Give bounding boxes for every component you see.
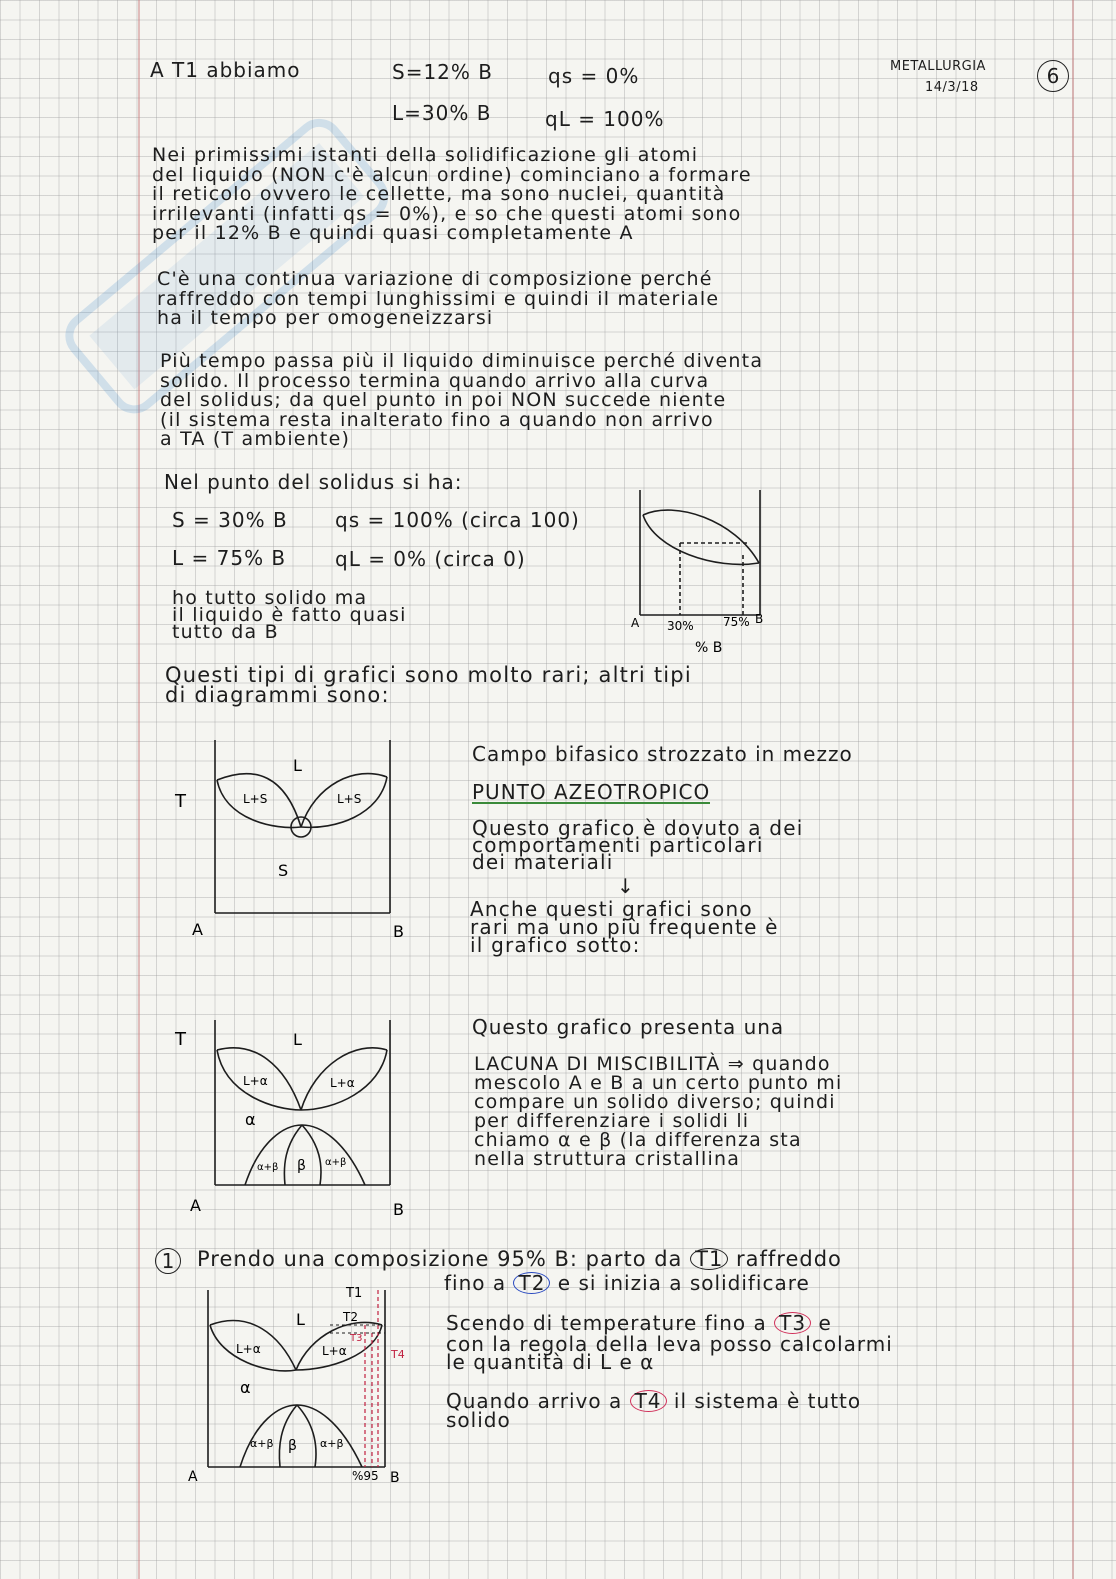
paragraph-line: C'è una continua variazione di composizione perché <box>157 268 713 290</box>
solidus-s-value: S = 30% B <box>172 508 288 532</box>
example-text: e <box>818 1311 832 1335</box>
d1-label-l: L <box>293 756 302 775</box>
d3-label-la-left: L+α <box>236 1342 261 1356</box>
desc1-body2 <box>470 897 779 957</box>
t3-marker: T3 <box>774 1312 811 1334</box>
date-label: 14/3/18 <box>925 80 979 95</box>
intro-text: A T1 abbiamo <box>150 58 301 82</box>
note-line: il liquido è fatto quasi <box>172 604 407 626</box>
example-text: fino a <box>444 1271 507 1295</box>
d2-label-ab-left: α+β <box>257 1162 279 1173</box>
example-line3 <box>446 1312 832 1334</box>
paragraph-composition <box>157 270 719 329</box>
example-text: Scendo di temperature fino a <box>446 1311 767 1335</box>
d3-label-ab-right: α+β <box>320 1437 344 1450</box>
d2-label-l: L <box>293 1030 302 1049</box>
t1-marker: T1 <box>690 1248 728 1270</box>
d1-label-b: B <box>393 922 404 941</box>
paragraph-line: compare un solido diverso; quindi <box>474 1091 836 1113</box>
d1-label-a: A <box>192 920 203 939</box>
d2-label-la-left: L+α <box>243 1074 268 1088</box>
paragraph-line: Nei primissimi istanti della solidificazione gli atomi <box>152 144 699 166</box>
d3-label-la-right: L+α <box>322 1344 347 1358</box>
solidus-ql-value: qL = 0% (circa 0) <box>335 547 526 571</box>
paragraph-line: del liquido (NON c'è alcun ordine) cominciano a formare <box>152 163 752 186</box>
paragraph-line: (il sistema resta inalterato fino a quando non arrivo <box>160 408 714 431</box>
d3-label-ab-left: α+β <box>250 1437 274 1450</box>
desc2-line1: Questo grafico presenta una <box>472 1015 785 1039</box>
paragraph-nucleation <box>152 146 752 244</box>
d2-label-t: T <box>175 1029 186 1050</box>
intro-l-value: L=30% B <box>392 101 492 125</box>
example-line7: solido <box>446 1408 511 1432</box>
d2-label-b: B <box>393 1200 404 1219</box>
example-text: Prendo una composizione 95% B: parto da <box>197 1247 683 1271</box>
example-text: e si inizia a solidificare <box>557 1271 810 1295</box>
intro-ql-value: qL = 100% <box>545 107 665 131</box>
mini-label-b: B <box>755 612 764 626</box>
desc1-line1: Campo bifasico strozzato in mezzo <box>472 742 853 766</box>
t2-marker: T2 <box>513 1272 550 1294</box>
paragraph-line: Più tempo passa più il liquido diminuisce perché diventa <box>160 350 764 372</box>
d3-t3-label: T3 <box>350 1333 363 1344</box>
mini-label-30: 30% <box>667 619 694 633</box>
paragraph-line: del solidus; da quel punto in poi NON succede niente <box>160 389 727 411</box>
paragraph-line: a TA (T ambiente) <box>160 428 351 450</box>
paragraph-solidus <box>160 352 763 450</box>
azeotrope-diagram <box>165 735 425 950</box>
desc1-body <box>472 816 804 874</box>
mini-xlabel: % B <box>695 640 723 656</box>
paragraph-line: per il 12% B e quindi quasi completamente A <box>152 222 634 244</box>
note-line: ho tutto solido ma <box>172 587 368 609</box>
solidus-note <box>172 587 407 643</box>
azeotrope-title: PUNTO AZEOTROPICO <box>472 780 711 804</box>
solidus-l-value: L = 75% B <box>172 546 287 570</box>
page-number: 6 <box>1037 60 1069 92</box>
paragraph-line: di diagrammi sono: <box>165 682 390 707</box>
intro-s-value: S=12% B <box>392 60 493 84</box>
example-text: Quando arrivo a <box>446 1389 623 1413</box>
desc2-body <box>474 1055 842 1169</box>
d3-label-beta: β <box>288 1438 297 1454</box>
paragraph-line: nella struttura cristallina <box>474 1148 741 1170</box>
example-line1 <box>197 1248 842 1270</box>
paragraph-line: LACUNA DI MISCIBILITÀ ⇒ quando <box>474 1053 831 1075</box>
d3-label-a: A <box>188 1469 198 1485</box>
mini-label-a: A <box>631 616 640 630</box>
d2-label-ab-right: α+β <box>325 1157 347 1168</box>
paragraph-line: il reticolo ovvero le cellette, ma sono nuclei, quantità <box>152 183 726 205</box>
paragraph-line: comportamenti particolari <box>472 833 764 857</box>
d2-label-alpha: α <box>245 1110 256 1129</box>
intro-qs-value: qs = 0% <box>548 64 640 88</box>
d1-label-ls-left: L+S <box>243 792 268 806</box>
d3-t4-label: T4 <box>391 1348 405 1361</box>
paragraph-line: raffreddo con tempi lunghissimi e quindi il materiale <box>157 287 720 310</box>
d3-label-alpha: α <box>240 1378 251 1397</box>
t4-marker: T4 <box>630 1390 667 1412</box>
d3-t2-label: T2 <box>343 1310 358 1324</box>
paragraph-line: ha il tempo per omogeneizzarsi <box>157 307 494 329</box>
d1-label-ls-right: L+S <box>337 792 362 806</box>
example-line4: con la regola della leva posso calcolarmi <box>446 1332 893 1356</box>
solidus-qs-value: qs = 100% (circa 100) <box>335 508 580 532</box>
right-margin-line <box>1072 0 1074 1579</box>
paragraph-line: Questi tipi di grafici sono molto rari; altri tipi <box>165 663 692 687</box>
example-text: raffreddo <box>736 1247 842 1271</box>
paragraph-line: Anche questi grafici sono <box>470 897 753 921</box>
paragraph-line: dei materiali <box>472 850 614 874</box>
example-text: il sistema è tutto <box>673 1389 862 1413</box>
cooling-example-diagram <box>180 1275 430 1490</box>
mini-phase-diagram <box>625 480 785 660</box>
paragraph-line: per differenziare i solidi li <box>474 1110 750 1132</box>
d2-label-la-right: L+α <box>330 1076 355 1090</box>
mini-label-75: 75% <box>723 615 750 629</box>
example-number: 1 <box>155 1248 181 1274</box>
miscibility-gap-diagram <box>165 1015 425 1220</box>
paragraph-line: solido. Il processo termina quando arrivo alla curva <box>160 369 710 392</box>
example-line2 <box>444 1272 810 1294</box>
example-line5: le quantità di L e α <box>446 1350 655 1374</box>
note-line: tutto da B <box>172 621 279 643</box>
down-arrow-icon: ↓ <box>617 874 635 898</box>
paragraph-line: il grafico sotto: <box>470 933 641 957</box>
paragraph-line: chiamo α e β (la differenza sta <box>474 1129 802 1151</box>
d1-label-s: S <box>278 861 289 880</box>
d3-label-l: L <box>296 1310 305 1329</box>
paragraph-line: irrilevanti (infatti qs = 0%), e so che questi atomi sono <box>152 202 742 225</box>
subject-label: METALLURGIA <box>890 59 986 74</box>
paragraph-other-diagrams <box>165 663 692 707</box>
d2-label-beta: β <box>297 1158 306 1174</box>
paragraph-line: mescolo A e B a un certo punto mi <box>474 1072 843 1094</box>
d3-t1-label: T1 <box>346 1286 363 1301</box>
paragraph-line: rari ma uno più frequente è <box>470 915 779 939</box>
d3-label-95: %95 <box>352 1469 379 1483</box>
d3-label-b: B <box>390 1470 400 1486</box>
solidus-heading: Nel punto del solidus si ha: <box>164 470 463 494</box>
d1-label-t: T <box>175 791 186 812</box>
d2-label-a: A <box>190 1196 201 1215</box>
paragraph-line: Questo grafico è dovuto a dei <box>472 816 804 840</box>
